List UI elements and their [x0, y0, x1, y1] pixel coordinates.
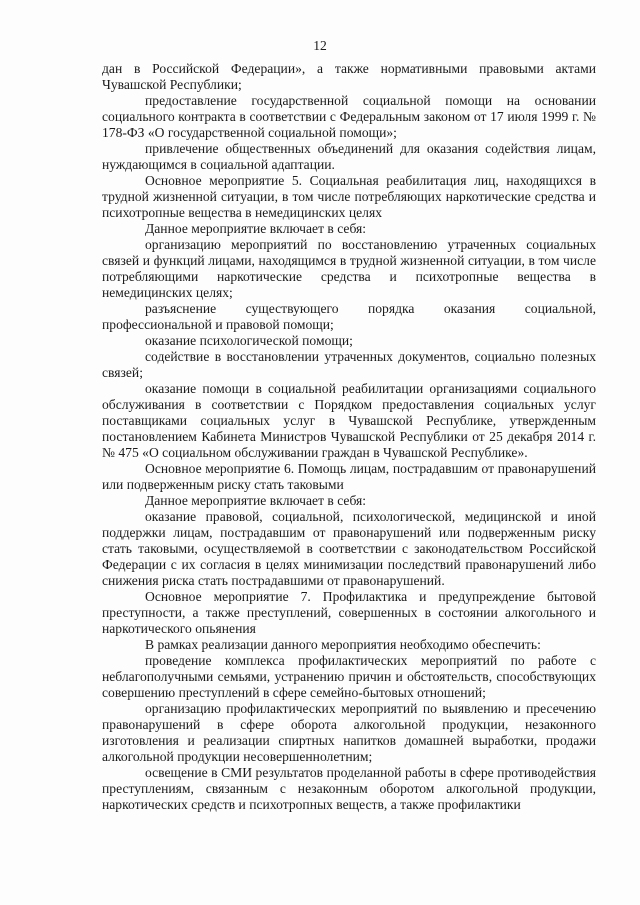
paragraph: Данное мероприятие включает в себя: — [145, 493, 367, 508]
paragraph: Основное мероприятие 7. Профилактика и предупреждение бытовой преступности, а также преступлений, совершенных в состоянии алкогольного и наркотического опьянения — [102, 589, 596, 636]
document-body — [102, 61, 596, 813]
paragraph: дан в Российской Федерации», а также нормативными правовыми актами Чувашской Республики; — [102, 61, 596, 92]
paragraph: Основное мероприятие 6. Помощь лицам, пострадавшим от правонарушений или подверженным риску стать таковыми — [102, 461, 596, 492]
page-number: 12 — [313, 38, 327, 53]
paragraph: предоставление государственной социальной помощи на основании социального контракта в соответствии с Федеральным законом от 17 июля 1999 г. № 178-ФЗ «О государственной социальной помощи»; — [102, 93, 596, 140]
paragraph: оказание помощи в социальной реабилитации организациями социального обслуживания в соответствии с Порядком предоставления социальных услуг поставщиками социальных услуг в Чувашской Республике, утвержденным постановлением Кабинета Министров Чувашской Республики от 25 декабря 2014 г. № 475 «О социальном обслуживании граждан в Чувашской Республике». — [102, 381, 596, 460]
paragraph: проведение комплекса профилактических мероприятий по работе с неблагополучными семьями, устранению причин и обстоятельств, способствующих совершению преступлений в сфере семейно-бытовых отношений; — [102, 653, 596, 700]
paragraph: оказание психологической помощи; — [145, 333, 353, 348]
paragraph: содействие в восстановлении утраченных документов, социально полезных связей; — [102, 349, 596, 380]
paragraph: Данное мероприятие включает в себя: — [145, 221, 367, 236]
paragraph: освещение в СМИ результатов проделанной работы в сфере противодействия преступлениям, связанным с незаконным оборотом алкогольной продукции, наркотических средств и психотропных веществ, а также профилактики — [102, 765, 596, 812]
paragraph: разъяснение существующего порядка оказания социальной, профессиональной и правовой помощи; — [102, 301, 596, 332]
paragraph: организацию мероприятий по восстановлению утраченных социальных связей и функций лицами, находящимся в трудной жизненной ситуации, в том числе потребляющими наркотические средства и психотропные вещества в немедицинских целях; — [102, 237, 596, 300]
paragraph: В рамках реализации данного мероприятия необходимо обеспечить: — [145, 637, 541, 652]
paragraph: Основное мероприятие 5. Социальная реабилитация лиц, находящихся в трудной жизненной ситуации, в том числе потребляющих наркотические средства и психотропные вещества в немедицинских целях — [102, 173, 596, 220]
paragraph: привлечение общественных объединений для оказания содействия лицам, нуждающимся в социальной адаптации. — [102, 141, 596, 172]
paragraph: оказание правовой, социальной, психологической, медицинской и иной поддержки лицам, пострадавшим от правонарушений или подверженным риску стать таковыми, осуществляемой в соответствии с законодательством Российской Федерации с их согласия в целях минимизации последствий правонарушений либо снижения риска стать пострадавшими от правонарушений. — [102, 509, 596, 588]
paragraph: организацию профилактических мероприятий по выявлению и пресечению правонарушений в сфере оборота алкогольной продукции, незаконного изготовления и реализации спиртных напитков домашней выработки, продажи алкогольной продукции несовершеннолетним; — [102, 701, 596, 764]
